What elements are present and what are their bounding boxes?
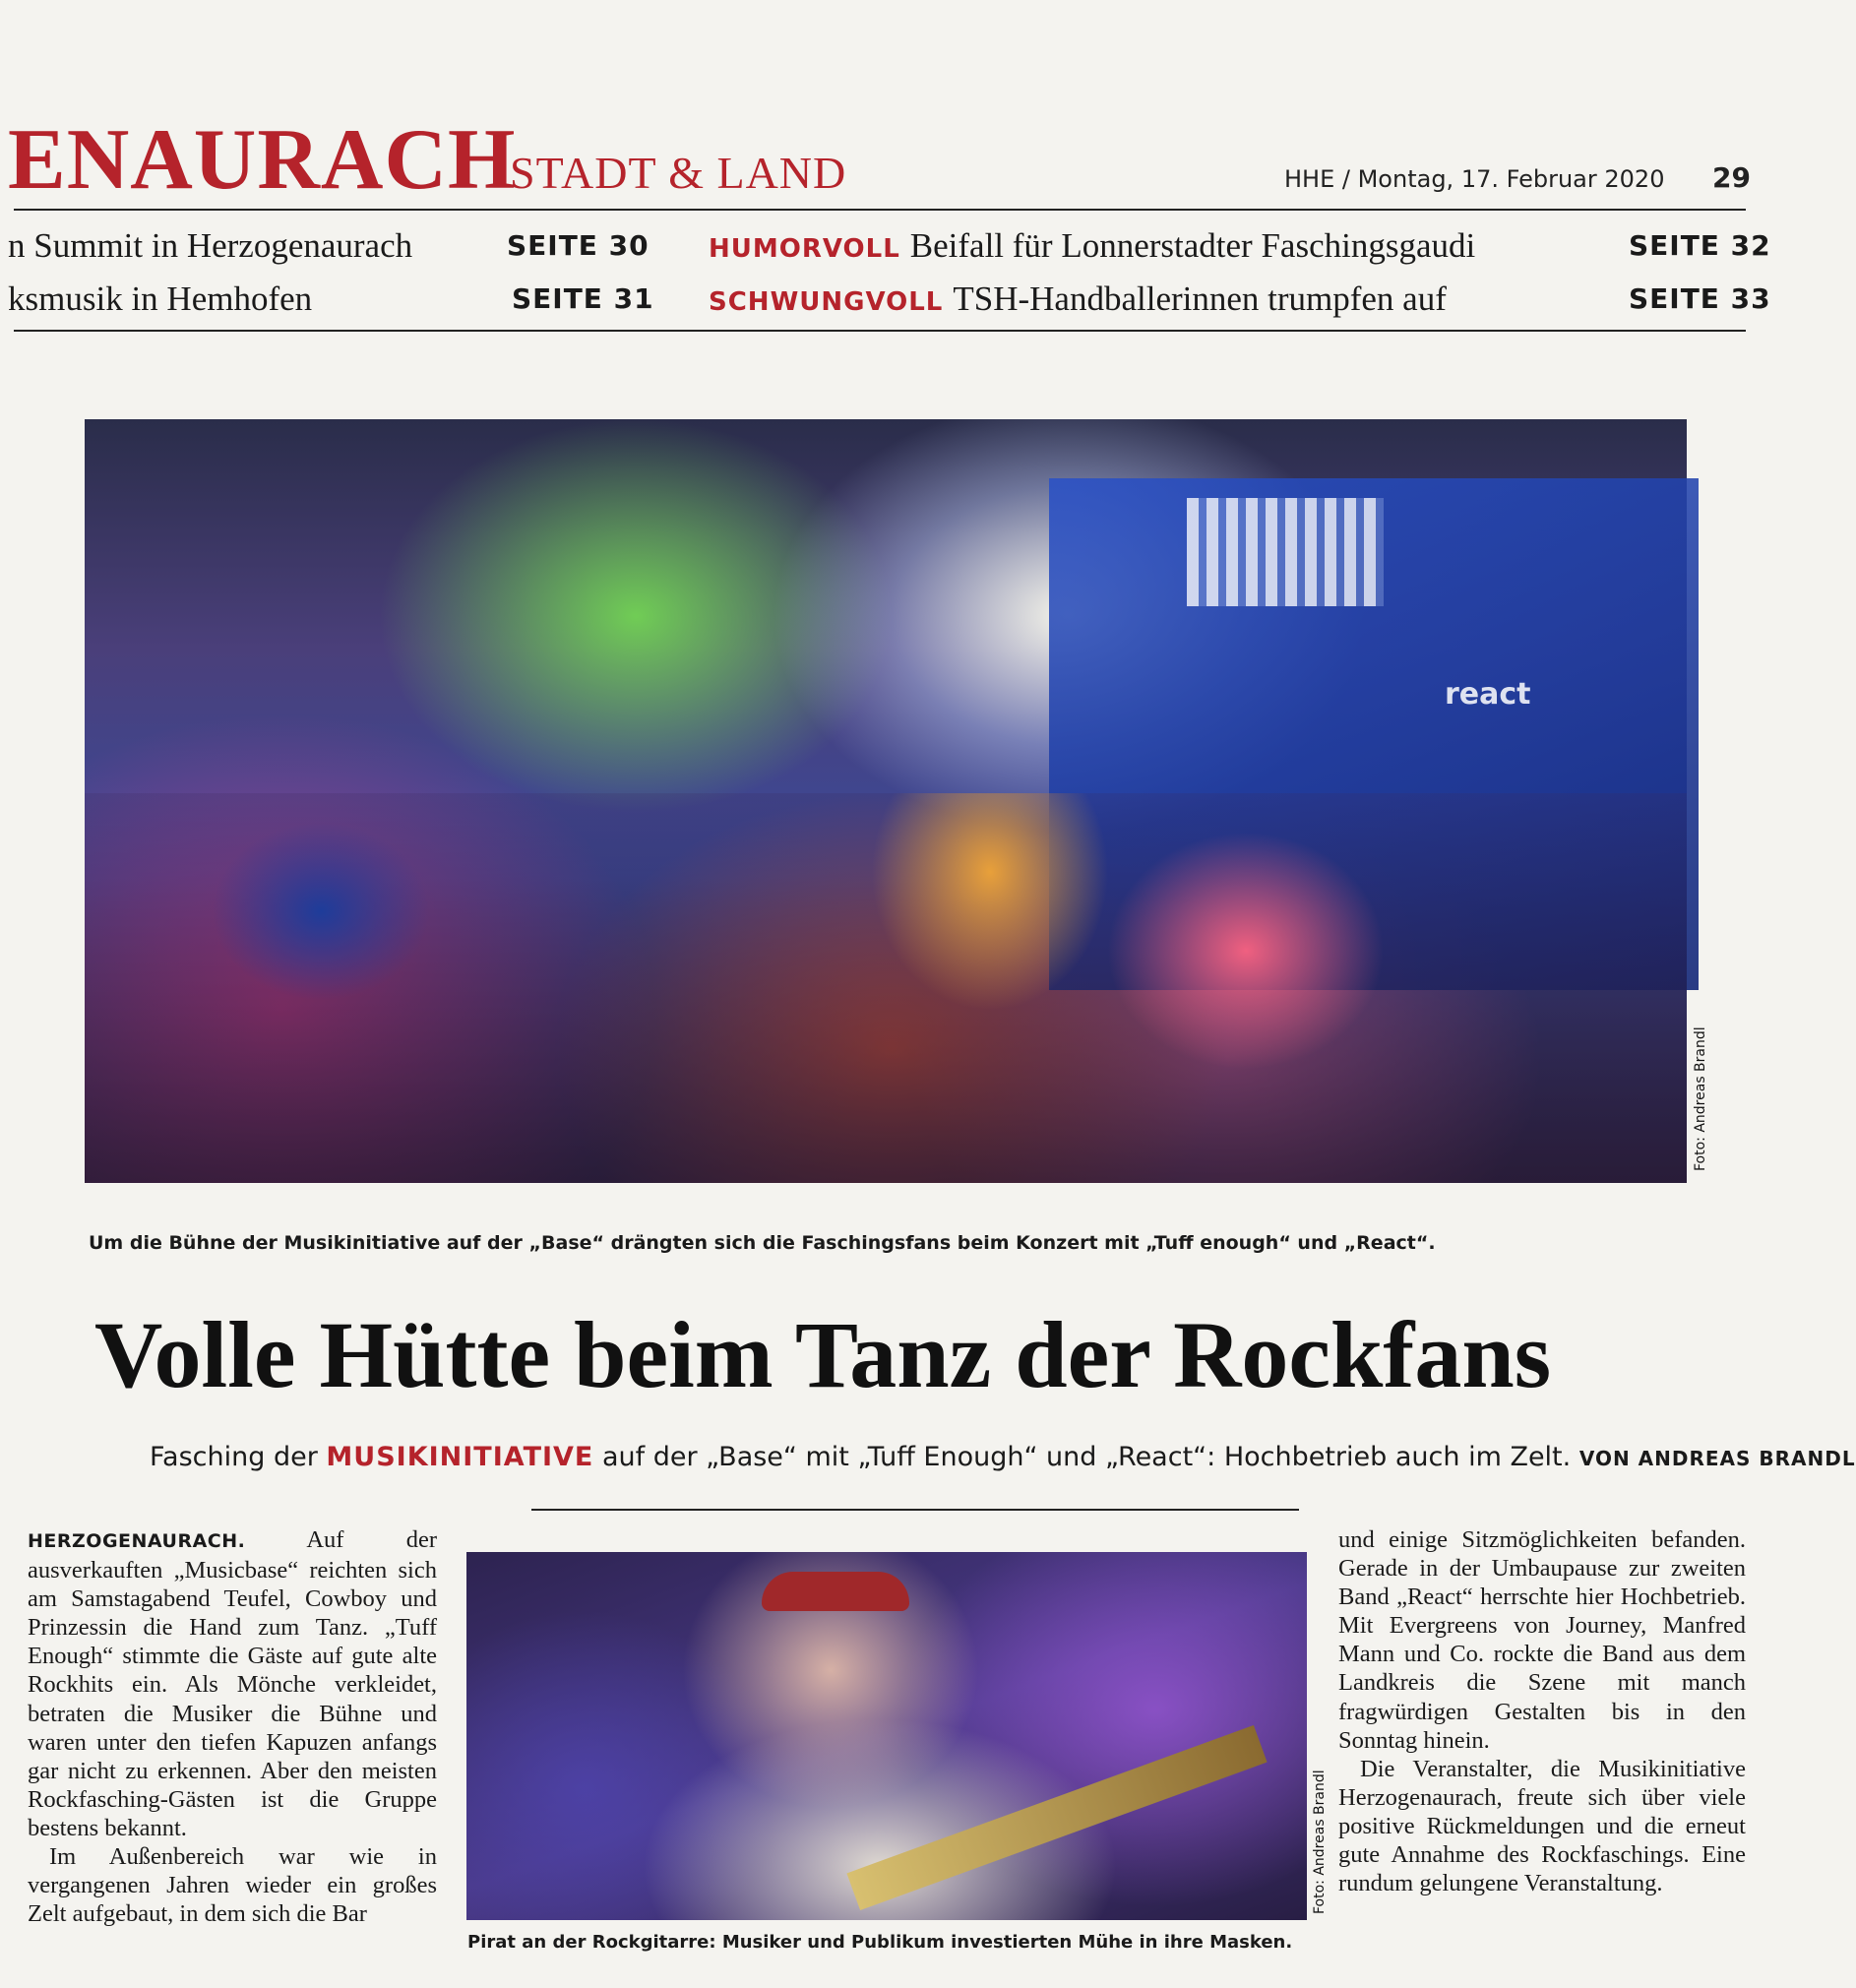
teaser-keyword: HUMORVOLL xyxy=(709,234,900,264)
subhead-keyword: MUSIKINITIATIVE xyxy=(326,1442,594,1472)
issue-date: HHE / Montag, 17. Februar 2020 xyxy=(1284,165,1665,193)
teaser-page-ref: SEITE 33 xyxy=(1629,282,1771,315)
article-paragraph: Im Außenbereich war wie in vergangenen Jahren wieder ein großes Zelt aufgebaut, in dem sich die Bar xyxy=(28,1843,437,1928)
article-paragraph: und einige Sitzmöglichkeiten befanden. Gerade in der Umbaupause zur zweiten Band „React“ herrschte hier Hochbetrieb. Mit Evergreens von Journey, Manfred Mann und Co. rockte die Band aus dem Landkreis die Szene mit manch fragwürdigen Gestalten bis in den Sonntag hinein. xyxy=(1338,1526,1746,1754)
article-paragraph xyxy=(28,1525,437,1842)
subhead-rule xyxy=(531,1509,1299,1511)
masthead-rule xyxy=(14,209,1746,211)
teaser-page-ref: SEITE 31 xyxy=(512,282,654,315)
photo-credit: Foto: Andreas Brandl xyxy=(1312,1770,1328,1914)
teaser-text: ksmusik in Hemhofen xyxy=(8,280,313,318)
stage-lights xyxy=(1187,498,1384,606)
teaser-item xyxy=(8,224,412,268)
concert-photo xyxy=(85,419,1687,1183)
article-headline: Volle Hütte beim Tanz der Rockfans xyxy=(94,1302,1552,1407)
article-subhead xyxy=(150,1439,1856,1477)
teaser-text: Beifall für Lonnerstadter Faschingsgaudi xyxy=(909,226,1476,265)
article-column-1 xyxy=(28,1525,437,1928)
newspaper-name: ENAURACH xyxy=(8,112,517,208)
teaser-text: n Summit in Herzogenaurach xyxy=(8,226,413,265)
article-column-3 xyxy=(1338,1525,1746,1897)
article-paragraph: Die Veranstalter, die Musikinitiative Herzogenaurach, freute sich über viele positive Rückmeldungen und die erneut gute Annahme des Rockfaschings. Eine rundum gelungene Veranstaltung. xyxy=(1338,1755,1746,1897)
crowd xyxy=(85,793,1687,1183)
bandana xyxy=(762,1572,909,1611)
teaser-page-ref: SEITE 30 xyxy=(507,229,650,262)
dateline: HERZOGENAURACH. xyxy=(28,1530,246,1552)
page-number: 29 xyxy=(1712,161,1751,194)
photo-credit: Foto: Andreas Brandl xyxy=(1693,1026,1708,1171)
masthead xyxy=(0,112,1812,208)
section-title: STADT & LAND xyxy=(510,148,847,198)
guitar xyxy=(846,1725,1267,1910)
photo-caption: Um die Bühne der Musikinitiative auf der „Base“ drängten sich die Faschingsfans beim Konzert mit „Tuff enough“ und „React“. xyxy=(89,1232,1436,1254)
subhead-text: Fasching der xyxy=(150,1442,318,1472)
teaser-rule xyxy=(14,330,1746,332)
teaser-item xyxy=(709,224,1475,271)
paragraph-text: Auf der ausverkauften „Musicbase“ reichten sich am Samstagabend Teufel, Cowboy und Prinzessin die Hand zum Tanz. „Tuff Enough“ stimmte die Gäste auf gute alte Rockhits ein. Als Mönche verkleidet, betraten die Musiker die Bühne und waren unter den tiefen Kapuzen anfangs gar nicht zu erkennen. Aber den meisten Rockfasching-Gästen ist die Gruppe bestens bekannt. xyxy=(28,1526,437,1841)
photo-caption: Pirat an der Rockgitarre: Musiker und Publikum investierten Mühe in ihre Masken. xyxy=(467,1932,1293,1953)
subhead-text: auf der „Base“ mit „Tuff Enough“ und „React“: Hochbetrieb auch im Zelt. xyxy=(601,1442,1572,1472)
teaser-page-ref: SEITE 32 xyxy=(1629,229,1771,262)
teaser-item xyxy=(8,278,312,321)
teaser-keyword: SCHWUNGVOLL xyxy=(709,287,944,317)
stage-sign: react xyxy=(1445,677,1531,712)
byline: VON ANDREAS BRANDL xyxy=(1578,1447,1856,1470)
teaser-text: TSH-Handballerinnen trumpfen auf xyxy=(953,280,1447,318)
guitarist-photo xyxy=(466,1552,1307,1920)
teaser-item xyxy=(709,278,1447,324)
